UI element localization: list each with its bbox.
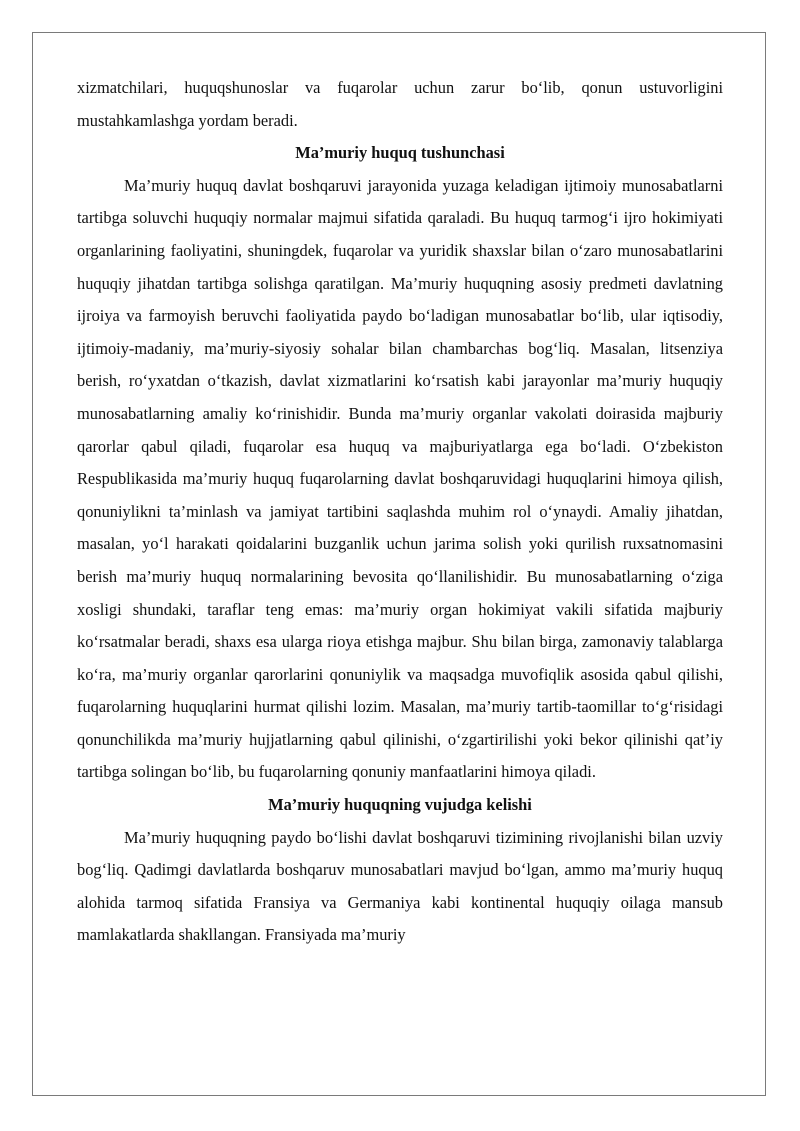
section-heading-concept: Ma’muriy huquq tushunchasi xyxy=(295,143,505,163)
section-heading-origin: Ma’muriy huquqning vujudga kelishi xyxy=(268,795,532,815)
section-paragraph-origin: Ma’muriy huquqning paydo bo‘lishi davlat boshqaruvi tizimining rivojlanishi bilan uzviy bog‘liq. Qadimgi davlatlarda boshqaruv munosabatlari mavjud bo‘lgan, ammo ma’muriy huquq alohida tarmoq sifatida Fransiya va Germaniya kabi kontinental huquqiy oilaga mansub mamlakatlarda shakllangan. Fransiyada ma’muriy xyxy=(77,827,723,945)
document-body xyxy=(77,72,723,952)
section-paragraph-concept: Ma’muriy huquq davlat boshqaruvi jarayonida yuzaga keladigan ijtimoiy munosabatlarni tartibga soluvchi huquqiy normalar majmui sifatida qaraladi. Bu huquq tarmog‘i ijro hokimiyati organlarining faoliyatini, shuningdek, fuqarolar va yuridik shaxslar bilan o‘zaro munosabatlarini huquqiy jihatdan tartibga solishga qaratilgan. Ma’muriy huquqning asosiy predmeti davlatning ijroiya va farmoyish beruvchi faoliyatida paydo bo‘ladigan munosabatlar bo‘lib, ular iqtisodiy, ijtimoiy-madaniy, ma’muriy-siyosiy sohalar bilan chambarchas bog‘liq. Masalan, litsenziya berish, ro‘yxatdan o‘tkazish, davlat xizmatlarini ko‘rsatish kabi jarayonlar ma’muriy huquqiy munosabatlarning amaliy ko‘rinishidir. Bunda ma’muriy organlar vakolati doirasida majburiy qarorlar qabul qiladi, fuqarolar esa huquq va majburiyatlarga ega bo‘ladi. O‘zbekiston Respublikasida ma’muriy huquq fuqarolarning davlat boshqaruvidagi huquqlarini himoya qilish, qonuniylikni ta’minlash va jamiyat tartibini saqlashda muhim rol o‘ynaydi. Amaliy jihatdan, masalan, yo‘l harakati qoidalarini buzganlik uchun jarima solish yoki qurilish ruxsatnomasini berish ma’muriy huquq normalarining bevosita qo‘llanilishidir. Bu munosabatlarning o‘ziga xosligi shundaki, taraflar teng emas: ma’muriy organ hokimiyat vakili sifatida majburiy ko‘rsatmalar beradi, shaxs esa ularga rioya etishga majbur. Shu bilan birga, zamonaviy talablarga ko‘ra, ma’muriy organlar qarorlarini qonuniylik va maqsadga muvofiqlik asosida qabul qilishi, fuqarolarning huquqlarini hurmat qilishi lozim. Masalan, ma’muriy tartib-taomillar to‘g‘risidagi qonunchilikda ma’muriy hujjatlarning qabul qilinishi, o‘zgartirilishi yoki bekor qilinishi qat’iy tartibga solingan bo‘lib, bu fuqarolarning qonuniy manfaatlarini himoya qiladi. xyxy=(77,175,723,782)
intro-paragraph: xizmatchilari, huquqshunoslar va fuqarolar uchun zarur bo‘lib, qonun ustuvorligini mustahkamlashga yordam beradi. xyxy=(77,78,723,130)
